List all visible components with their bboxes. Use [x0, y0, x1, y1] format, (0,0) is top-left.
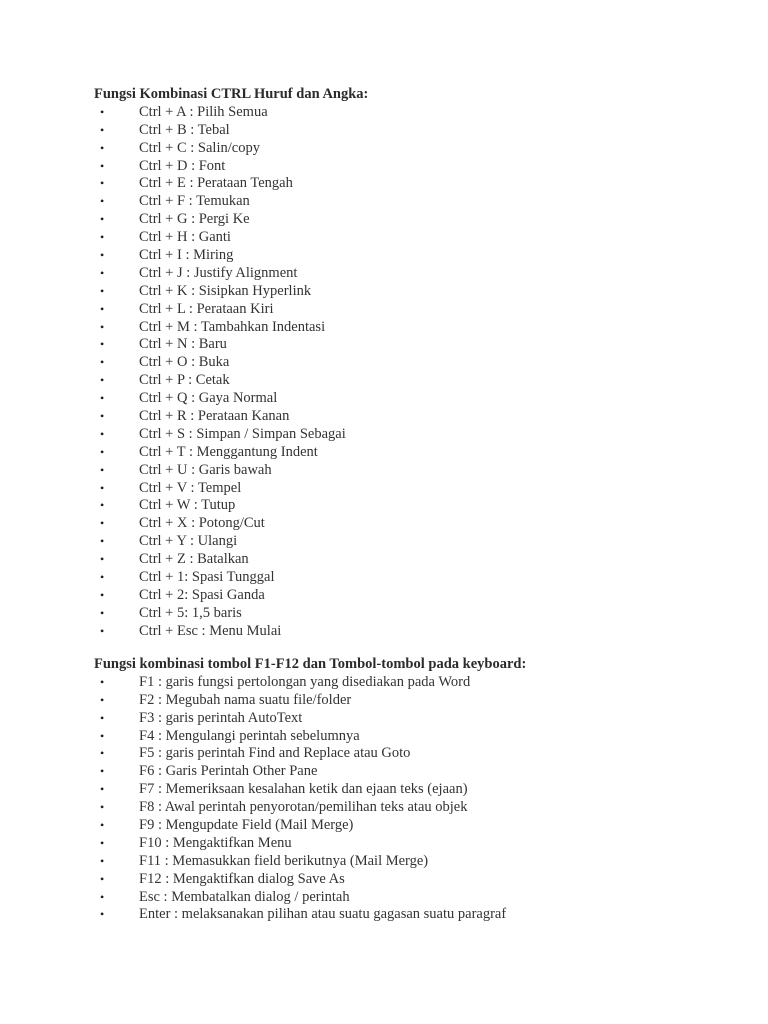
bullet-icon: • [100, 587, 105, 602]
list-item [94, 745, 734, 763]
list-item [94, 569, 734, 587]
list-item [94, 763, 734, 781]
list-item [94, 211, 734, 229]
bullet-icon: • [100, 122, 105, 137]
list-item [94, 372, 734, 390]
list-item-text: Ctrl + X : Potong/Cut [139, 515, 265, 532]
bullet-icon: • [100, 782, 105, 797]
list-item-text: F12 : Mengaktifkan dialog Save As [139, 870, 345, 887]
list-item-text: Ctrl + 5: 1,5 baris [139, 604, 242, 621]
list-item-text: Ctrl + A : Pilih Semua [139, 103, 268, 120]
list-item [94, 354, 734, 372]
list-item [94, 817, 734, 835]
list-item-text: Ctrl + W : Tutup [139, 497, 236, 514]
bullet-icon: • [100, 498, 105, 513]
bullet-icon: • [100, 570, 105, 585]
ctrl-shortcuts-section [94, 86, 734, 641]
list-item [94, 835, 734, 853]
bullet-icon: • [100, 907, 105, 922]
list-item-text: Ctrl + T : Menggantung Indent [139, 443, 318, 460]
bullet-icon: • [100, 301, 105, 316]
list-item-text: Ctrl + I : Miring [139, 247, 234, 264]
list-item [94, 158, 734, 176]
list-item-text: Ctrl + Z : Batalkan [139, 551, 249, 568]
list-item [94, 426, 734, 444]
list-item [94, 906, 734, 924]
list-item [94, 408, 734, 426]
list-item-text: Ctrl + V : Tempel [139, 479, 242, 496]
list-item-text: F1 : garis fungsi pertolongan yang disediakan pada Word [139, 673, 471, 690]
list-item [94, 533, 734, 551]
bullet-icon: • [100, 728, 105, 743]
bullet-icon: • [100, 265, 105, 280]
bullet-icon: • [100, 426, 105, 441]
list-item [94, 605, 734, 623]
bullet-icon: • [100, 409, 105, 424]
list-item [94, 247, 734, 265]
bullet-icon: • [100, 337, 105, 352]
bullet-icon: • [100, 623, 105, 638]
list-item-text: Ctrl + D : Font [139, 157, 226, 174]
ctrl-section-heading: Fungsi Kombinasi CTRL Huruf dan Angka: [94, 86, 369, 102]
list-item-text: Ctrl + Esc : Menu Mulai [139, 622, 282, 639]
bullet-icon: • [100, 818, 105, 833]
list-item [94, 889, 734, 907]
bullet-icon: • [100, 835, 105, 850]
bullet-icon: • [100, 534, 105, 549]
list-item-text: Ctrl + 1: Spasi Tunggal [139, 569, 275, 586]
list-item [94, 104, 734, 122]
list-item [94, 515, 734, 533]
list-item-text: Enter : melaksanakan pilihan atau suatu gagasan suatu paragraf [139, 906, 507, 923]
list-item-text: F5 : garis perintah Find and Replace atau Goto [139, 745, 411, 762]
bullet-icon: • [100, 355, 105, 370]
bullet-icon: • [100, 871, 105, 886]
fkey-shortcut-list [94, 674, 734, 924]
list-item [94, 193, 734, 211]
bullet-icon: • [100, 674, 105, 689]
list-item-text: Ctrl + M : Tambahkan Indentasi [139, 318, 326, 335]
bullet-icon: • [100, 516, 105, 531]
ctrl-shortcut-list [94, 104, 734, 641]
bullet-icon: • [100, 104, 105, 119]
list-item [94, 175, 734, 193]
bullet-icon: • [100, 319, 105, 334]
fkey-section-heading: Fungsi kombinasi tombol F1-F12 dan Tombol-tombol pada keyboard: [94, 656, 527, 672]
list-item [94, 674, 734, 692]
list-item [94, 853, 734, 871]
list-item-text: F10 : Mengaktifkan Menu [139, 834, 292, 851]
fkey-shortcuts-section [94, 656, 734, 924]
list-item-text: Ctrl + F : Temukan [139, 193, 250, 210]
bullet-icon: • [100, 176, 105, 191]
list-item [94, 710, 734, 728]
bullet-icon: • [100, 212, 105, 227]
list-item [94, 229, 734, 247]
list-item-text: Ctrl + P : Cetak [139, 372, 230, 389]
list-item-text: Esc : Membatalkan dialog / perintah [139, 888, 350, 905]
bullet-icon: • [100, 194, 105, 209]
list-item-text: Ctrl + S : Simpan / Simpan Sebagai [139, 425, 346, 442]
list-item-text: Ctrl + C : Salin/copy [139, 139, 260, 156]
list-item-text: Ctrl + N : Baru [139, 336, 227, 353]
bullet-icon: • [100, 605, 105, 620]
list-item-text: F3 : garis perintah AutoText [139, 709, 303, 726]
list-item [94, 462, 734, 480]
list-item-text: Ctrl + O : Buka [139, 354, 230, 371]
list-item-text: Ctrl + Y : Ulangi [139, 533, 238, 550]
list-item-text: Ctrl + K : Sisipkan Hyperlink [139, 282, 312, 299]
bullet-icon: • [100, 692, 105, 707]
list-item [94, 587, 734, 605]
list-item-text: F6 : Garis Perintah Other Pane [139, 763, 318, 780]
list-item-text: Ctrl + G : Pergi Ke [139, 211, 250, 228]
list-item [94, 265, 734, 283]
bullet-icon: • [100, 462, 105, 477]
bullet-icon: • [100, 764, 105, 779]
list-item-text: Ctrl + R : Perataan Kanan [139, 408, 290, 425]
list-item [94, 551, 734, 569]
list-item [94, 444, 734, 462]
list-item-text: Ctrl + Q : Gaya Normal [139, 390, 278, 407]
list-item [94, 122, 734, 140]
list-item-text: F8 : Awal perintah penyorotan/pemilihan teks atau objek [139, 799, 468, 816]
bullet-icon: • [100, 248, 105, 263]
bullet-icon: • [100, 158, 105, 173]
bullet-icon: • [100, 283, 105, 298]
list-item-text: Ctrl + H : Ganti [139, 229, 231, 246]
list-item-text: Ctrl + 2: Spasi Ganda [139, 586, 265, 603]
bullet-icon: • [100, 853, 105, 868]
list-item-text: Ctrl + E : Perataan Tengah [139, 175, 293, 192]
list-item [94, 497, 734, 515]
bullet-icon: • [100, 710, 105, 725]
list-item-text: F11 : Memasukkan field berikutnya (Mail Merge) [139, 852, 429, 869]
bullet-icon: • [100, 230, 105, 245]
bullet-icon: • [100, 746, 105, 761]
bullet-icon: • [100, 140, 105, 155]
bullet-icon: • [100, 889, 105, 904]
list-item [94, 336, 734, 354]
list-item-text: F4 : Mengulangi perintah sebelumnya [139, 727, 360, 744]
list-item [94, 623, 734, 641]
bullet-icon: • [100, 552, 105, 567]
list-item-text: Ctrl + L : Perataan Kiri [139, 300, 274, 317]
list-item-text: F9 : Mengupdate Field (Mail Merge) [139, 817, 354, 834]
list-item [94, 140, 734, 158]
bullet-icon: • [100, 800, 105, 815]
bullet-icon: • [100, 480, 105, 495]
list-item [94, 301, 734, 319]
bullet-icon: • [100, 373, 105, 388]
bullet-icon: • [100, 391, 105, 406]
list-item [94, 480, 734, 498]
list-item [94, 781, 734, 799]
list-item [94, 283, 734, 301]
list-item [94, 799, 734, 817]
list-item [94, 319, 734, 337]
list-item-text: F7 : Memeriksaan kesalahan ketik dan ejaan teks (ejaan) [139, 781, 468, 798]
list-item-text: Ctrl + U : Garis bawah [139, 461, 272, 478]
list-item [94, 871, 734, 889]
list-item [94, 692, 734, 710]
list-item [94, 728, 734, 746]
list-item-text: F2 : Megubah nama suatu file/folder [139, 691, 352, 708]
list-item-text: Ctrl + J : Justify Alignment [139, 264, 298, 281]
bullet-icon: • [100, 444, 105, 459]
list-item-text: Ctrl + B : Tebal [139, 121, 230, 138]
list-item [94, 390, 734, 408]
